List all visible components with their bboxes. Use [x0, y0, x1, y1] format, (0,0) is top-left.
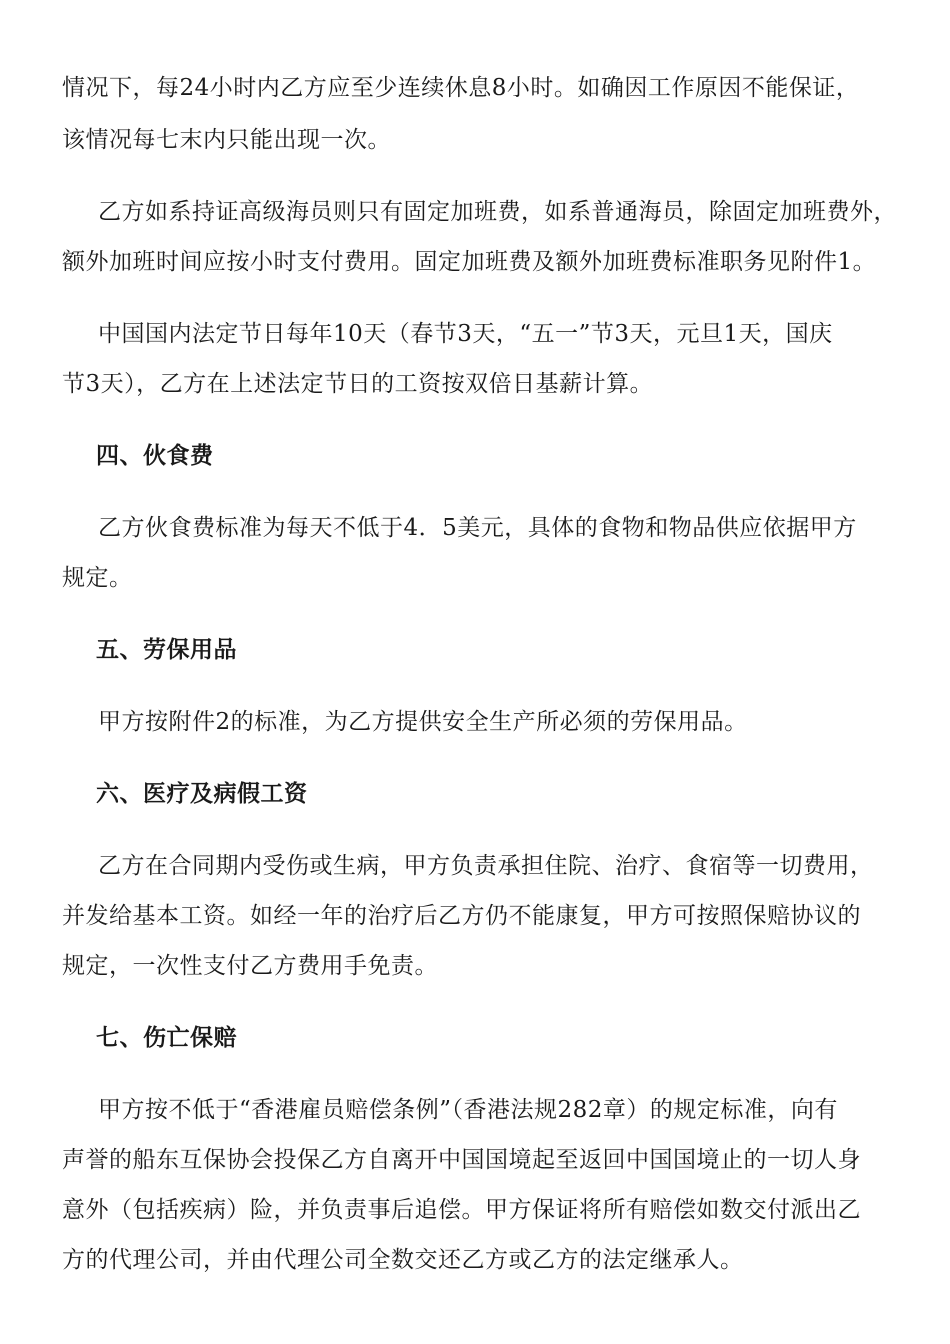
paragraph-line: 甲方按不低于“香港雇员赔偿条例”（香港法规282章）的规定标准，向有: [98, 1097, 838, 1123]
paragraph-line: 意外（包括疾病）险，并负责事后追偿。甲方保证将所有赔偿如数交付派出乙: [62, 1197, 861, 1223]
paragraph-line: 乙方如系持证高级海员则只有固定加班费，如系普通海员，除固定加班费外，: [98, 199, 897, 225]
section-heading: 五、劳保用品: [96, 636, 237, 663]
section-heading: 七、伤亡保赔: [96, 1024, 237, 1051]
paragraph-line: 中国国内法定节日每年10天（春节3天，“五一”节3天，元旦1天，国庆: [98, 321, 833, 347]
section-heading: 六、医疗及病假工资: [96, 780, 308, 807]
paragraph-line: 规定，一次性支付乙方费用手免责。: [62, 953, 438, 979]
paragraph-line: 额外加班时间应按小时支付费用。固定加班费及额外加班费标准职务见附件1。: [62, 249, 877, 275]
paragraph-line: 甲方按附件2的标准，为乙方提供安全生产所必须的劳保用品。: [98, 709, 748, 735]
paragraph-line: 该情况每七末内只能出现一次。: [62, 127, 391, 153]
paragraph-line: 乙方在合同期内受伤或生病，甲方负责承担住院、治疗、食宿等一切费用，: [98, 853, 874, 879]
paragraph-line: 声誉的船东互保协会投保乙方自离开中国国境起至返回中国国境止的一切人身: [62, 1147, 861, 1173]
paragraph-line: 乙方伙食费标准为每天不低于4．5美元，具体的食物和物品供应依据甲方: [98, 515, 857, 541]
section-heading: 四、伙食费: [96, 442, 214, 469]
paragraph-line: 方的代理公司，并由代理公司全数交还乙方或乙方的法定继承人。: [62, 1247, 744, 1273]
paragraph-line: 情况下，每24小时内乙方应至少连续休息8小时。如确因工作原因不能保证，: [62, 75, 860, 101]
paragraph-line: 并发给基本工资。如经一年的治疗后乙方仍不能康复，甲方可按照保赔协议的: [62, 903, 861, 929]
paragraph-line: 规定。: [62, 565, 133, 591]
paragraph-line: 节3天），乙方在上述法定节日的工资按双倍日基薪计算。: [62, 371, 654, 397]
